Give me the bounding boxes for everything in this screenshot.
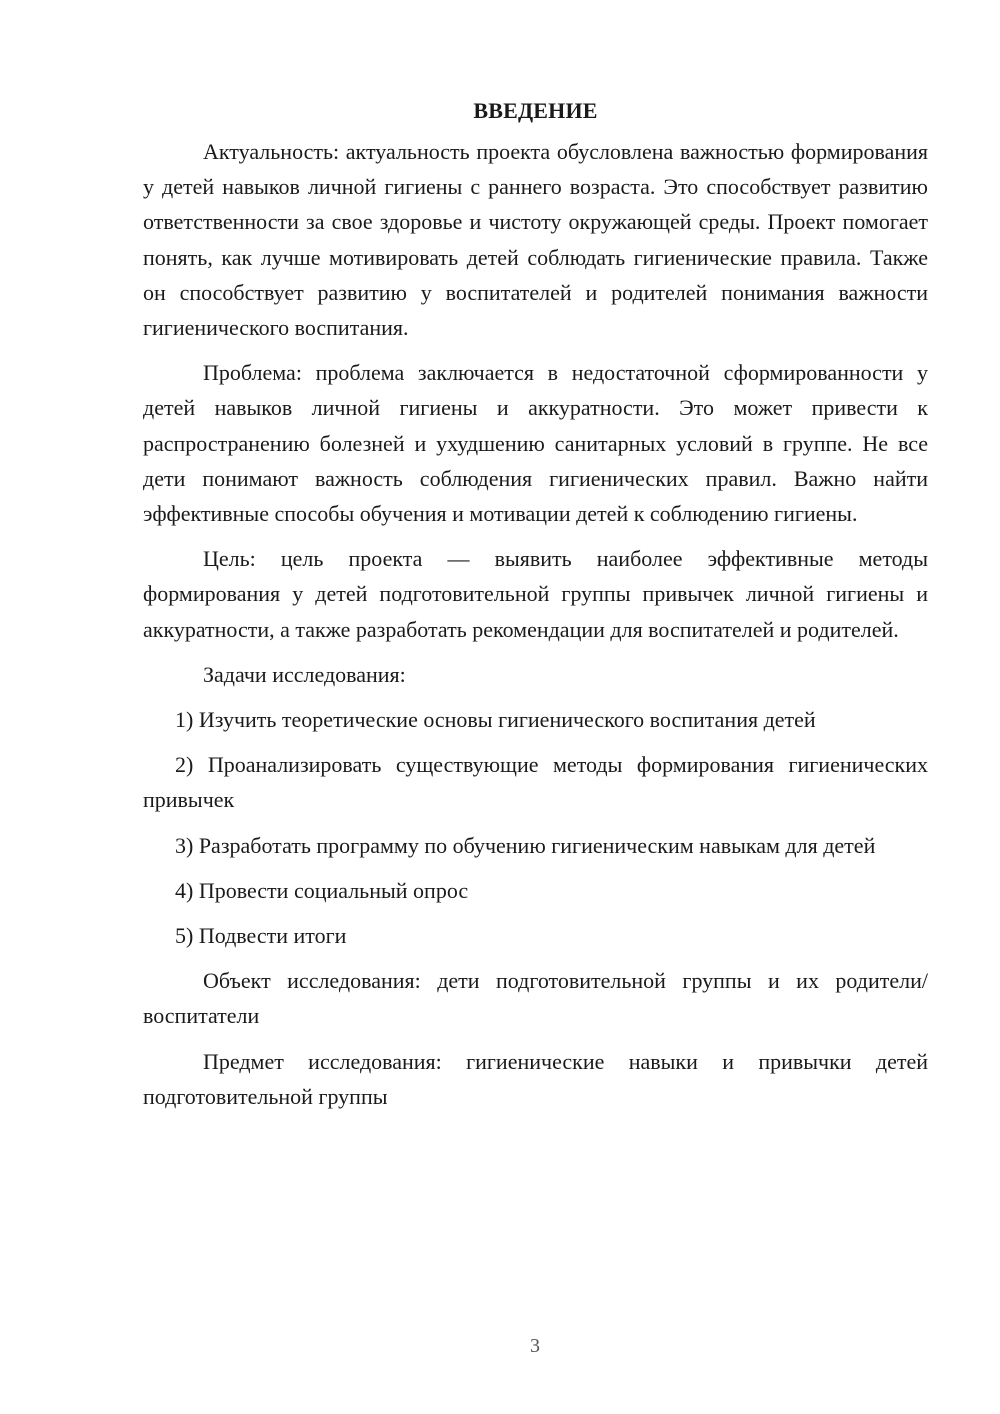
task-item-3: 3) Разработать программу по обучению гигиеническим навыкам для детей (175, 832, 876, 858)
research-subject-paragraph: Предмет исследования: гигиенические навыки и привычки детей подготовительной группы (143, 1048, 928, 1109)
problem-paragraph: Проблема: проблема заключается в недостаточной сформированности у детей навыков личной гигиены и аккуратности. Это может привести к распространению болезней и ухудшению санитарных условий в группе. Не все дети понимают важность соблюдения гигиенических правил. Важно найти эффективные способы обучения и мотивации детей к соблюдению гигиены. (143, 360, 928, 527)
tasks-heading: Задачи исследования: (203, 661, 406, 687)
task-item-4: 4) Провести социальный опрос (175, 877, 469, 903)
document-page (143, 93, 928, 1114)
task-item-2: 2) Проанализировать существующие методы формирования гигиенических привычек (143, 752, 928, 813)
section-title: ВВЕДЕНИЕ (473, 98, 598, 123)
goal-paragraph: Цель: цель проекта — выявить наиболее эффективные методы формирования у детей подготовительной группы привычек личной гигиены и аккуратности, а также разработать рекомендации для воспитателей и родителей. (143, 546, 928, 642)
relevance-paragraph: Актуальность: актуальность проекта обусловлена важностью формирования у детей навыков личной гигиены с раннего возраста. Это способствует развитию ответственности за свое здоровье и чистоту окружающей среды. Проект помогает понять, как лучше мотивировать детей соблюдать гигиенические правила. Также он способствует развитию у воспитателей и родителей понимания важности гигиенического воспитания. (143, 139, 928, 341)
task-item-1: 1) Изучить теоретические основы гигиенического воспитания детей (175, 707, 816, 733)
task-item-5: 5) Подвести итоги (175, 923, 347, 949)
page-number: 3 (530, 1335, 540, 1357)
research-object-paragraph: Объект исследования: дети подготовительной группы и их родители/воспитатели (143, 968, 928, 1029)
